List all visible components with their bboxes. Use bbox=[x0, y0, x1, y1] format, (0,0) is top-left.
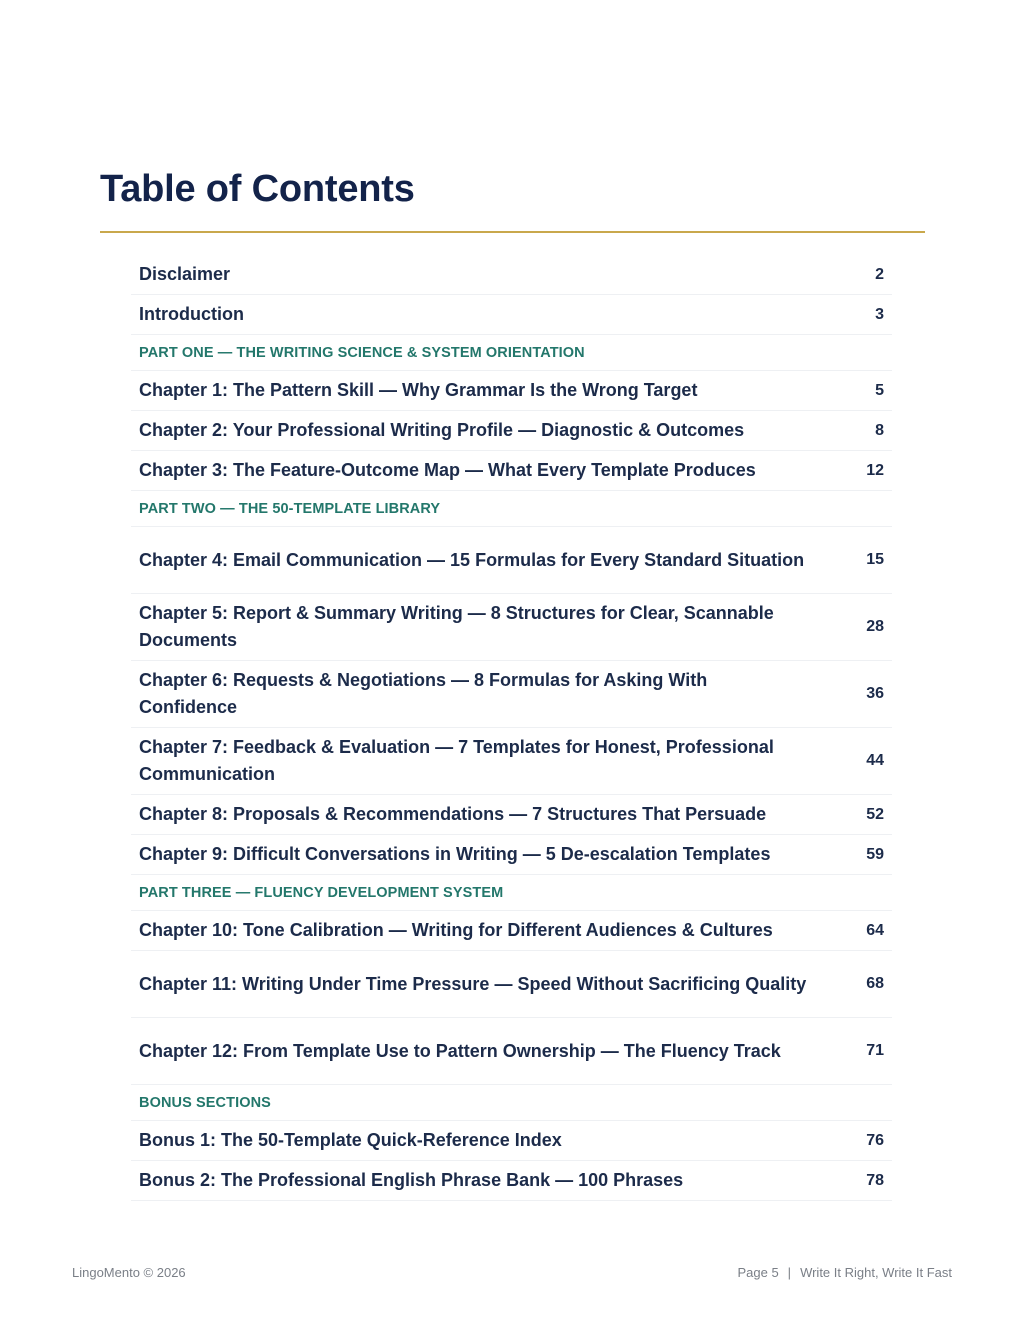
toc-entry[interactable] bbox=[131, 1121, 892, 1161]
footer-book-title: Write It Right, Write It Fast bbox=[800, 1265, 952, 1280]
toc-entry-page-number: 8 bbox=[875, 421, 884, 439]
toc-entry-title: Bonus 1: The 50-Template Quick-Reference Index bbox=[139, 1130, 562, 1150]
toc-entry[interactable] bbox=[131, 951, 892, 1018]
toc-entry-page-number: 78 bbox=[866, 1171, 884, 1189]
toc-entry[interactable] bbox=[131, 451, 892, 491]
toc-entry[interactable] bbox=[131, 1018, 892, 1085]
toc-entry-page-number: 15 bbox=[866, 551, 884, 568]
section-label: PART TWO — THE 50-TEMPLATE LIBRARY bbox=[139, 500, 441, 517]
toc-entry-page-number: 5 bbox=[875, 381, 884, 399]
toc-entry[interactable] bbox=[131, 371, 892, 411]
section-label: BONUS SECTIONS bbox=[139, 1094, 271, 1111]
toc-section-heading bbox=[131, 491, 892, 527]
toc-entry-title: Chapter 11: Writing Under Time Pressure — Speed Without Sacrificing Quality bbox=[139, 973, 807, 994]
toc-entry-title: Chapter 8: Proposals & Recommendations — 7 Structures That Persuade bbox=[139, 804, 767, 824]
toc-entry-title: Chapter 6: Requests & Negotiations — 8 Formulas for Asking With Confidence bbox=[139, 670, 708, 717]
toc-entry-title: Bonus 2: The Professional English Phrase Bank — 100 Phrases bbox=[139, 1170, 684, 1190]
toc-section-heading bbox=[131, 1085, 892, 1121]
toc-list bbox=[131, 255, 892, 1201]
toc-entry-page-number: 28 bbox=[866, 618, 884, 635]
toc-entry-title: Chapter 1: The Pattern Skill — Why Grammar Is the Wrong Target bbox=[139, 380, 698, 400]
footer-page-number: Page 5 bbox=[737, 1265, 779, 1280]
toc-entry[interactable] bbox=[131, 255, 892, 295]
toc-entry-title: Chapter 5: Report & Summary Writing — 8 Structures for Clear, Scannable Documents bbox=[139, 603, 774, 650]
toc-entry-page-number: 64 bbox=[866, 921, 884, 939]
toc-entry[interactable] bbox=[131, 911, 892, 951]
toc-entry-title: Chapter 10: Tone Calibration — Writing for Different Audiences & Cultures bbox=[139, 920, 773, 940]
toc-entry-page-number: 3 bbox=[875, 305, 884, 323]
toc-section-heading bbox=[131, 335, 892, 371]
toc-entry-title: Chapter 2: Your Professional Writing Profile — Diagnostic & Outcomes bbox=[139, 420, 745, 440]
toc-entry-title: Chapter 9: Difficult Conversations in Writing — 5 De-escalation Templates bbox=[139, 844, 771, 864]
toc-entry-page-number: 68 bbox=[866, 975, 884, 992]
toc-entry[interactable] bbox=[131, 594, 892, 661]
toc-entry[interactable] bbox=[131, 1161, 892, 1201]
section-label: PART THREE — FLUENCY DEVELOPMENT SYSTEM bbox=[139, 884, 504, 901]
title-divider bbox=[100, 231, 925, 233]
toc-entry[interactable] bbox=[131, 411, 892, 451]
footer-right bbox=[737, 1265, 952, 1280]
section-label: PART ONE — THE WRITING SCIENCE & SYSTEM ORIENTATION bbox=[139, 344, 585, 361]
toc-entry[interactable] bbox=[131, 295, 892, 335]
toc-entry-page-number: 52 bbox=[866, 805, 884, 823]
toc-entry-title: Chapter 7: Feedback & Evaluation — 7 Templates for Honest, Professional Communication bbox=[139, 737, 774, 784]
toc-entry-title: Chapter 12: From Template Use to Pattern Ownership — The Fluency Track bbox=[139, 1040, 781, 1061]
toc-entry-page-number: 2 bbox=[875, 265, 884, 283]
toc-entry[interactable] bbox=[131, 835, 892, 875]
toc-entry-page-number: 71 bbox=[866, 1042, 884, 1059]
toc-entry-page-number: 36 bbox=[866, 685, 884, 702]
footer-separator: | bbox=[787, 1265, 792, 1280]
toc-entry[interactable] bbox=[131, 661, 892, 728]
toc-entry-title: Disclaimer bbox=[139, 264, 231, 284]
toc-entry-page-number: 12 bbox=[866, 461, 884, 479]
toc-entry-title: Chapter 3: The Feature-Outcome Map — What Every Template Produces bbox=[139, 460, 756, 480]
footer-copyright: LingoMento © 2026 bbox=[72, 1265, 186, 1280]
toc-entry-page-number: 44 bbox=[866, 752, 884, 769]
toc-entry-page-number: 59 bbox=[866, 845, 884, 863]
toc-section-heading bbox=[131, 875, 892, 911]
toc-entry-title: Chapter 4: Email Communication — 15 Formulas for Every Standard Situation bbox=[139, 549, 805, 570]
page-title: Table of Contents bbox=[100, 168, 415, 210]
toc-entry[interactable] bbox=[131, 728, 892, 795]
toc-entry[interactable] bbox=[131, 795, 892, 835]
toc-entry[interactable] bbox=[131, 527, 892, 594]
toc-entry-title: Introduction bbox=[139, 304, 244, 324]
toc-entry-page-number: 76 bbox=[866, 1131, 884, 1149]
